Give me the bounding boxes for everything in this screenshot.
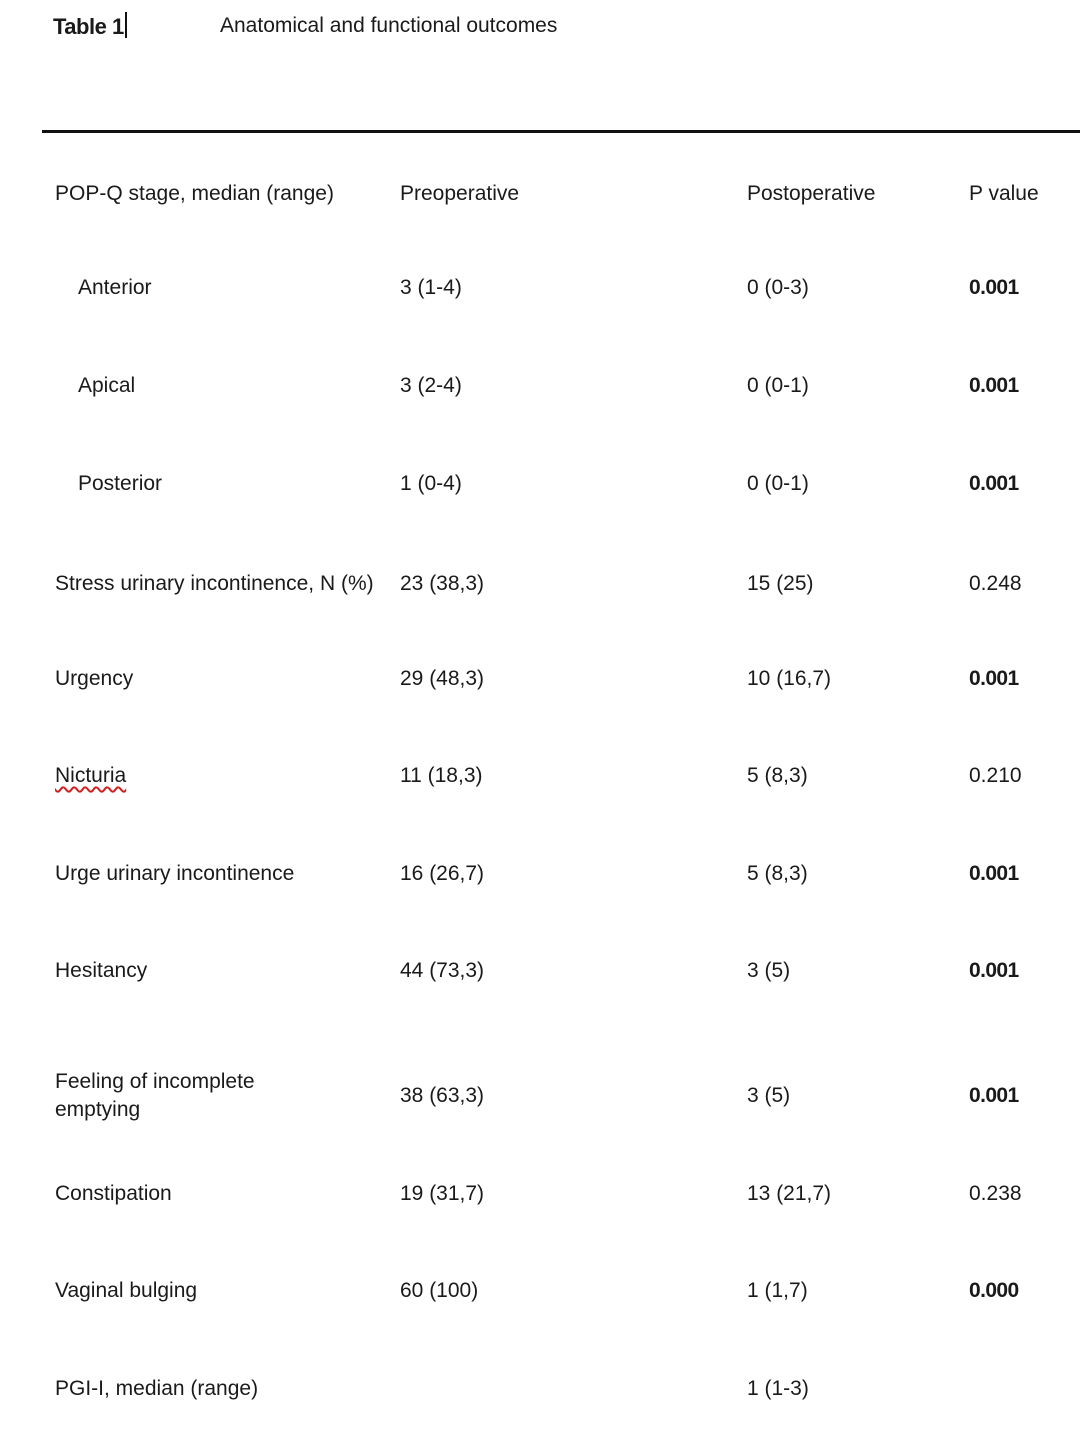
preoperative-value: 1 (0-4) (400, 472, 462, 495)
header-postoperative: Postoperative (747, 182, 876, 205)
preoperative-value: 29 (48,3) (400, 667, 485, 690)
header-p-value: P value (969, 182, 1039, 205)
table-caption: Anatomical and functional outcomes (220, 14, 558, 37)
header-preoperative: Preoperative (400, 182, 520, 205)
postoperative-value: 1 (1,7) (747, 1279, 808, 1302)
postoperative-value: 3 (5) (747, 1084, 791, 1107)
row-label: Apical (78, 374, 136, 397)
preoperative-value: 3 (2-4) (400, 374, 462, 397)
preoperative-value: 11 (18,3) (400, 764, 483, 787)
preoperative-value: 23 (38,3) (400, 572, 485, 595)
postoperative-value: 13 (21,7) (747, 1182, 832, 1205)
row-label-misspelled: Nicturia (55, 764, 127, 787)
p-value: 0.001 (969, 374, 1019, 397)
row-label: Posterior (78, 472, 163, 495)
p-value: 0.210 (969, 764, 1022, 787)
table-top-rule (42, 130, 1080, 133)
preoperative-value: 3 (1-4) (400, 276, 462, 299)
row-label: Vaginal bulging (55, 1279, 198, 1302)
row-label: Hesitancy (55, 959, 148, 982)
p-value: 0.248 (969, 572, 1022, 595)
row-label: Stress urinary incontinence, N (%) (55, 572, 374, 595)
row-label: Anterior (78, 276, 152, 299)
p-value: 0.001 (969, 959, 1019, 982)
postoperative-value: 1 (1-3) (747, 1377, 809, 1400)
p-value: 0.001 (969, 862, 1019, 885)
postoperative-value: 0 (0-3) (747, 276, 809, 299)
header-measure: POP-Q stage, median (range) (55, 182, 334, 205)
text-cursor (125, 12, 127, 38)
table-number (53, 12, 127, 40)
preoperative-value: 60 (100) (400, 1279, 479, 1302)
postoperative-value: 5 (8,3) (747, 764, 808, 787)
row-label-line1: Feeling of incomplete (55, 1070, 255, 1093)
postoperative-value: 10 (16,7) (747, 667, 832, 690)
postoperative-value: 15 (25) (747, 572, 814, 595)
row-label: Urge urinary incontinence (55, 862, 295, 885)
p-value: 0.001 (969, 276, 1019, 299)
preoperative-value: 16 (26,7) (400, 862, 485, 885)
postoperative-value: 5 (8,3) (747, 862, 808, 885)
row-label (55, 1068, 255, 1124)
preoperative-value: 19 (31,7) (400, 1182, 485, 1205)
table-number-text: Table 1 (53, 14, 124, 39)
preoperative-value: 38 (63,3) (400, 1084, 485, 1107)
p-value: 0.238 (969, 1182, 1022, 1205)
row-label-line2: emptying (55, 1098, 141, 1121)
p-value: 0.000 (969, 1279, 1019, 1302)
postoperative-value: 3 (5) (747, 959, 791, 982)
p-value: 0.001 (969, 472, 1019, 495)
p-value: 0.001 (969, 667, 1019, 690)
row-label: Urgency (55, 667, 134, 690)
row-label: PGI-I, median (range) (55, 1377, 259, 1400)
postoperative-value: 0 (0-1) (747, 472, 809, 495)
postoperative-value: 0 (0-1) (747, 374, 809, 397)
row-label: Constipation (55, 1182, 172, 1205)
p-value: 0.001 (969, 1084, 1019, 1107)
preoperative-value: 44 (73,3) (400, 959, 485, 982)
